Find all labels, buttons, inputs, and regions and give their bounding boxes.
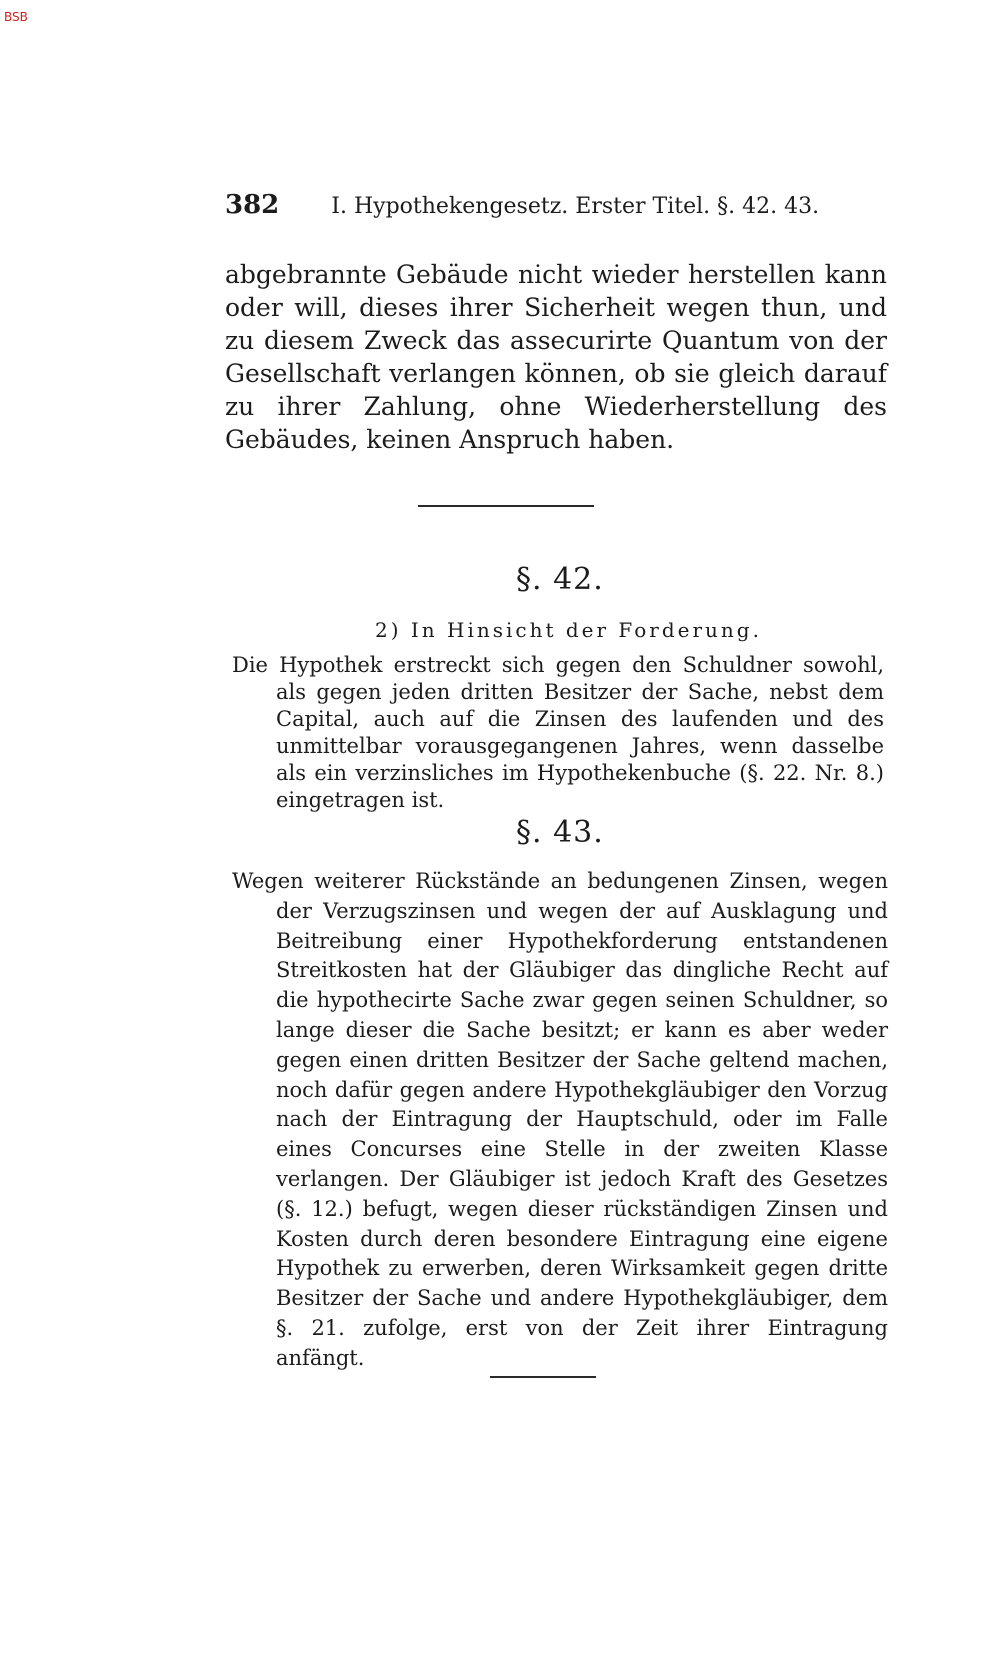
section-42-subheading: 2) In Hinsicht der Forderung. — [375, 618, 762, 642]
running-header — [225, 190, 820, 220]
section-42-heading: §. 42. — [516, 562, 604, 597]
section-43-paragraph: Wegen weiterer Rückstände an bedungenen Zinsen, wegen der Verzugszinsen und wegen der auf Ausklagung und Beitreibung einer Hypothekforderung entstandenen Streitkosten hat der Gläubiger das dingliche Recht auf die hypothecirte Sache zwar gegen seinen Schuldner, so lange dieser die Sache besitzt; er kann es aber weder gegen einen dritten Besitzer der Sache geltend machen, noch dafür gegen andere Hypothekgläubiger den Vorzug nach der Eintragung der Hauptschuld, oder im Falle eines Concurses eine Stelle in der zweiten Klasse verlangen. Der Gläubiger ist jedoch Kraft des Gesetzes (§. 12.) befugt, wegen dieser rückständigen Zinsen und Kosten durch deren besondere Eintragung eine eigene Hypothek zu erwerben, deren Wirksamkeit gegen dritte Besitzer der Sache und andere Hypothekgläubiger, dem §. 21. zufolge, erst von der Zeit ihrer Eintragung anfängt. — [232, 869, 888, 1370]
end-divider — [490, 1376, 596, 1378]
section-divider — [418, 505, 594, 507]
library-watermark: BSB — [4, 10, 28, 24]
continuation-paragraph: abgebrannte Gebäude nicht wieder herstellen kann oder will, dieses ihrer Sicherheit wegen thun, und zu diesem Zweck das assecurirte Quantum von der Gesellschaft verlangen können, ob sie gleich darauf zu ihrer Zahlung, ohne Wiederherstellung des Gebäudes, keinen Anspruch haben. — [225, 260, 887, 454]
section-42-paragraph: Die Hypothek erstreckt sich gegen den Schuldner sowohl, als gegen jeden dritten Besitzer der Sache, nebst dem Capital, auch auf die Zinsen des laufenden und des unmittelbar vorausgegangenen Jahres, wenn dasselbe als ein verzinsliches im Hypothekenbuche (§. 22. Nr. 8.) eingetragen ist. — [232, 653, 884, 812]
section-43-heading: §. 43. — [516, 815, 604, 850]
running-title: I. Hypothekengesetz. Erster Titel. §. 42. 43. — [331, 194, 820, 219]
page-number: 382 — [225, 190, 280, 220]
